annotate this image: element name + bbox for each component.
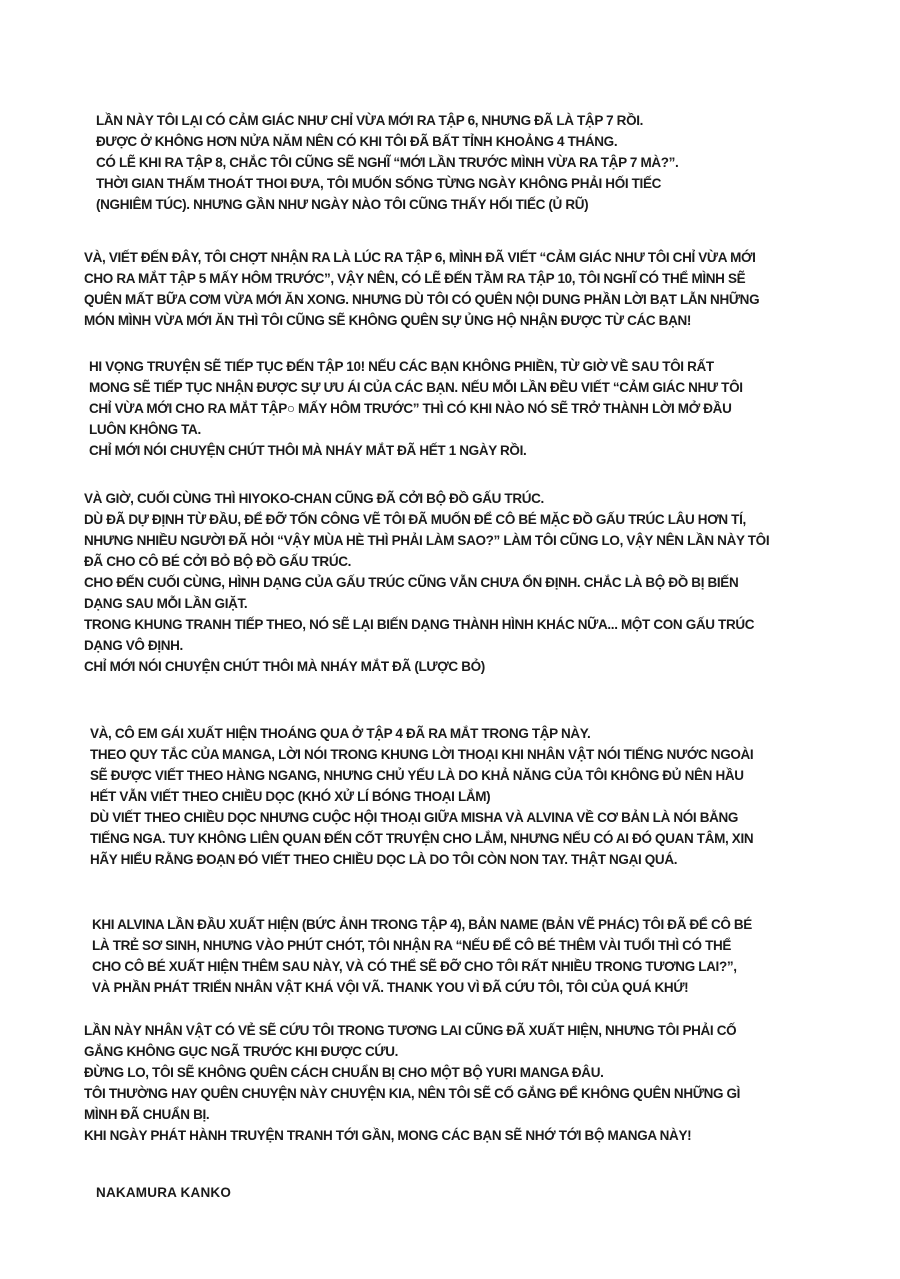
- text-line: TRONG KHUNG TRANH TIẾP THEO, NÓ SẼ LẠI BIẾN DẠNG THÀNH HÌNH KHÁC NỮA... MỘT CON GẤU TRÚC: [84, 617, 755, 632]
- text-line: (NGHIÊM TÚC). NHƯNG GẦN NHƯ NGÀY NÀO TÔI CŨNG THẤY HỐI TIẾC (Ủ RŨ): [96, 197, 589, 212]
- text-line: HI VỌNG TRUYỆN SẼ TIẾP TỤC ĐẾN TẬP 10! NẾU CÁC BẠN KHÔNG PHIỀN, TỪ GIỜ VỀ SAU TÔI RẤT: [89, 359, 714, 374]
- text-line: DẠNG VÔ ĐỊNH.: [84, 638, 183, 653]
- paragraph: [84, 723, 860, 870]
- text-line: SẼ ĐƯỢC VIẾT THEO HÀNG NGANG, NHƯNG CHỦ YẾU LÀ DO KHẢ NĂNG CỦA TÔI KHÔNG ĐỦ NÊN HẦU: [90, 768, 744, 783]
- text-line: DÙ VIẾT THEO CHIỀU DỌC NHƯNG CUỘC HỘI THOẠI GIỮA MISHA VÀ ALVINA VỀ CƠ BẢN LÀ NÓI BẰNG: [90, 810, 739, 825]
- text-line: THEO QUY TẮC CỦA MANGA, LỜI NÓI TRONG KHUNG LỜI THOẠI KHI NHÂN VẬT NÓI TIẾNG NƯỚC NGOÀI: [90, 747, 754, 762]
- text-line: ĐÃ CHO CÔ BÉ CỞI BỎ BỘ ĐỒ GẤU TRÚC.: [84, 554, 352, 569]
- text-line: ĐƯỢC Ở KHÔNG HƠN NỬA NĂM NÊN CÓ KHI TÔI ĐÃ BẤT TỈNH KHOẢNG 4 THÁNG.: [96, 134, 618, 149]
- text-line: MÓN MÌNH VỪA MỚI ĂN THÌ TÔI CŨNG SẼ KHÔNG QUÊN SỰ ỦNG HỘ NHẬN ĐƯỢC TỪ CÁC BẠN!: [84, 313, 692, 328]
- text-line: VÀ PHẦN PHÁT TRIỂN NHÂN VẬT KHÁ VỘI VÃ. THANK YOU VÌ ĐÃ CỨU TÔI, TÔI CỦA QUÁ KHỨ!: [92, 980, 689, 995]
- paragraph: [84, 110, 860, 215]
- text-line: LẦN NÀY NHÂN VẬT CÓ VẺ SẼ CỨU TÔI TRONG TƯƠNG LAI CŨNG ĐÃ XUẤT HIỆN, NHƯNG TÔI PHẢI CỐ: [84, 1023, 737, 1038]
- text-line: HẾT VẪN VIẾT THEO CHIỀU DỌC (KHÓ XỬ LÍ BÓNG THOẠI LẮM): [90, 789, 491, 804]
- text-line: KHI ALVINA LẦN ĐẦU XUẤT HIỆN (BỨC ẢNH TRONG TẬP 4), BẢN NAME (BẢN VẼ PHÁC) TÔI ĐÃ ĐỂ CÔ BÉ: [92, 917, 752, 932]
- text-line: DÙ ĐÃ DỰ ĐỊNH TỪ ĐẦU, ĐỂ ĐỠ TỐN CÔNG VẼ TÔI ĐÃ MUỐN ĐỂ CÔ BÉ MẶC ĐỒ GẤU TRÚC LÂU HƠN TÍ,: [84, 512, 746, 527]
- afterword-text-block: [84, 110, 860, 1146]
- text-line: CHỈ MỚI NÓI CHUYỆN CHÚT THÔI MÀ NHÁY MẮT ĐÃ HẾT 1 NGÀY RỒI.: [89, 443, 527, 458]
- text-line: MÌNH ĐÃ CHUẨN BỊ.: [84, 1107, 210, 1122]
- text-line: CHO ĐẾN CUỐI CÙNG, HÌNH DẠNG CỦA GẤU TRÚC CŨNG VẪN CHƯA ỔN ĐỊNH. CHẮC LÀ BỘ ĐỒ BỊ BIẾN: [84, 575, 739, 590]
- author-signature: NAKAMURA KANKO: [96, 1185, 232, 1200]
- text-line: TÔI THƯỜNG HAY QUÊN CHUYỆN NÀY CHUYỆN KIA, NÊN TÔI SẼ CỐ GẮNG ĐỂ KHÔNG QUÊN NHỮNG GÌ: [84, 1086, 741, 1101]
- text-line: CHỈ MỚI NÓI CHUYỆN CHÚT THÔI MÀ NHÁY MẮT ĐÃ (LƯỢC BỎ): [84, 659, 485, 674]
- text-line: DẠNG SAU MỖI LẦN GIẶT.: [84, 596, 248, 611]
- text-line: LẦN NÀY TÔI LẠI CÓ CẢM GIÁC NHƯ CHỈ VỪA MỚI RA TẬP 6, NHƯNG ĐÃ LÀ TẬP 7 RỒI.: [96, 113, 644, 128]
- text-line: HÃY HIỂU RẰNG ĐOẠN ĐÓ VIẾT THEO CHIỀU DỌC LÀ DO TÔI CÒN NON TAY. THẬT NGẠI QUÁ.: [90, 852, 678, 867]
- text-line: CÓ LẼ KHI RA TẬP 8, CHẮC TÔI CŨNG SẼ NGHĨ “MỚI LẦN TRƯỚC MÌNH VỪA RA TẬP 7 MÀ?”.: [96, 155, 679, 170]
- paragraph: [84, 247, 860, 331]
- paragraph: [84, 488, 860, 677]
- paragraph: [84, 1020, 860, 1146]
- paragraph: [84, 356, 860, 461]
- text-line: QUÊN MẤT BỮA CƠM VỪA MỚI ĂN XONG. NHƯNG DÙ TÔI CÓ QUÊN NỘI DUNG PHẦN LỜI BẠT LẪN NHỮNG: [84, 292, 760, 307]
- text-line: GẮNG KHÔNG GỤC NGÃ TRƯỚC KHI ĐƯỢC CỨU.: [84, 1044, 399, 1059]
- text-line: TIẾNG NGA. TUY KHÔNG LIÊN QUAN ĐẾN CỐT TRUYỆN CHO LẮM, NHƯNG NẾU CÓ AI ĐÓ QUAN TÂM, XIN: [90, 831, 754, 846]
- text-line: THỜI GIAN THẤM THOÁT THOI ĐƯA, TÔI MUỐN SỐNG TỪNG NGÀY KHÔNG PHẢI HỐI TIẾC: [96, 176, 662, 191]
- text-line: VÀ GIỜ, CUỐI CÙNG THÌ HIYOKO-CHAN CŨNG ĐÃ CỞI BỘ ĐỒ GẤU TRÚC.: [84, 491, 544, 506]
- text-line: LÀ TRẺ SƠ SINH, NHƯNG VÀO PHÚT CHÓT, TÔI NHẬN RA “NẾU ĐỂ CÔ BÉ THÊM VÀI TUỔI THÌ CÓ THỂ: [92, 938, 732, 953]
- paragraph: [84, 914, 860, 998]
- text-line: MONG SẼ TIẾP TỤC NHẬN ĐƯỢC SỰ ƯU ÁI CỦA CÁC BẠN. NẾU MỖI LẦN ĐỀU VIẾT “CẢM GIÁC NHƯ TÔI: [89, 380, 743, 395]
- text-line: CHO RA MẮT TẬP 5 MẤY HÔM TRƯỚC”, VẬY NÊN, CÓ LẼ ĐẾN TẦM RA TẬP 10, TÔI NGHĨ CÓ THỂ MÌNH SẼ: [84, 271, 746, 286]
- text-line: KHI NGÀY PHÁT HÀNH TRUYỆN TRANH TỚI GẦN, MONG CÁC BẠN SẼ NHỚ TỚI BỘ MANGA NÀY!: [84, 1128, 692, 1143]
- text-line: NHƯNG NHIỀU NGƯỜI ĐÃ HỎI “VẬY MÙA HÈ THÌ PHẢI LÀM SAO?” LÀM TÔI CŨNG LO, VẬY NÊN LẦN NÀY TÔI: [84, 533, 770, 548]
- text-line: ĐỪNG LO, TÔI SẼ KHÔNG QUÊN CÁCH CHUẨN BỊ CHO MỘT BỘ YURI MANGA ĐÂU.: [84, 1065, 604, 1080]
- text-line: CHO CÔ BÉ XUẤT HIỆN THÊM SAU NÀY, VÀ CÓ THỂ SẼ ĐỠ CHO TÔI RẤT NHIỀU TRONG TƯƠNG LAI?”,: [92, 959, 737, 974]
- text-line: VÀ, CÔ EM GÁI XUẤT HIỆN THOÁNG QUA Ở TẬP 4 ĐÃ RA MẮT TRONG TẬP NÀY.: [90, 726, 591, 741]
- text-line: CHỈ VỪA MỚI CHO RA MẮT TẬP○ MẤY HÔM TRƯỚC” THÌ CÓ KHI NÀO NÓ SẼ TRỞ THÀNH LỜI MỞ ĐẦU: [89, 401, 732, 416]
- text-line: LUÔN KHÔNG TA.: [89, 422, 201, 437]
- text-line: VÀ, VIẾT ĐẾN ĐÂY, TÔI CHỢT NHẬN RA LÀ LÚC RA TẬP 6, MÌNH ĐÃ VIẾT “CẢM GIÁC NHƯ TÔI CHỈ VỪA MỚI: [84, 250, 756, 265]
